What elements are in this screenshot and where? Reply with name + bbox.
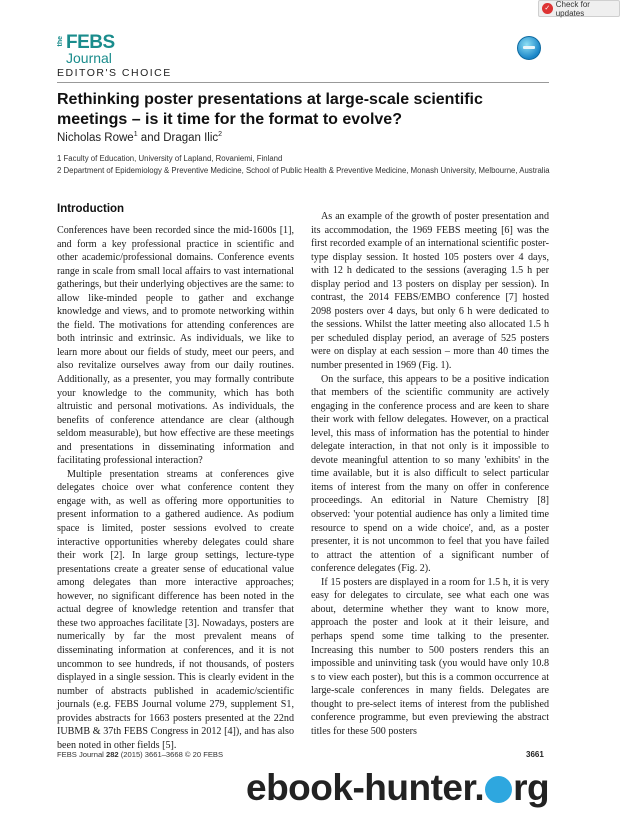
affiliation-2: 2 Department of Epidemiology & Preventive Medicine, School of Public Health & Preventive Medicine, Monash University, Melbourne, Australia	[57, 166, 550, 175]
author-joiner: and	[137, 131, 164, 144]
author-affil-sup: 2	[218, 131, 223, 138]
footer-citation	[57, 750, 223, 759]
footer-citation-prefix: FEBS Journal	[57, 750, 106, 759]
check-updates-icon: ✓	[542, 3, 553, 14]
header-divider	[57, 82, 549, 83]
paragraph: If 15 posters are displayed in a room for 1.5 h, it is very easy for delegates to circulate, see what each one was about, determine whether they want to know more, approach the poster and look at it their leisure, and perhaps spend some time talking to the presenter. Increasing this number to 500 posters renders this an impossible and uninviting task (you would have only 10.8 s to view each poster), but this is a common occurrence at large-scale conferences in many fields. Delegates are thought to pre-select items of interest from the published conference programme, but even previewing the abstract titles for these 500 posters	[311, 576, 549, 737]
affiliation-1: 1 Faculty of Education, University of Lapland, Rovaniemi, Finland	[57, 154, 283, 163]
body-column-right	[311, 210, 549, 738]
author-list	[57, 131, 222, 144]
watermark-text-2: rg	[513, 767, 550, 808]
page-number: 3661	[526, 750, 544, 759]
section-heading: Introduction	[57, 203, 125, 215]
logo-journal: Journal	[66, 50, 112, 66]
footer-publisher: FEBS	[201, 750, 224, 759]
author-affil-sup: 1	[133, 131, 138, 138]
check-for-updates-button[interactable]	[538, 0, 620, 17]
logo-febs: FEBS	[66, 32, 115, 53]
febs-emblem-icon	[517, 36, 541, 60]
logo-the: the	[57, 36, 64, 47]
article-title: Rethinking poster presentations at large-scale scientific meetings – is it time for the format to evolve?	[57, 91, 483, 128]
check-updates-label: Check for updates	[555, 0, 590, 18]
author-name[interactable]: Dragan Ilic	[163, 131, 219, 144]
author-name[interactable]: Nicholas Rowe	[57, 131, 134, 144]
febs-journal-logo	[57, 34, 119, 70]
watermark	[246, 766, 618, 810]
editors-choice-label: EDITOR'S CHOICE	[57, 67, 172, 79]
body-column-left	[57, 224, 294, 752]
footer-volume: 282	[105, 750, 119, 759]
paragraph: As an example of the growth of poster presentation and its accommodation, the 1969 FEBS meeting [6] was the first recorded example of an international scientific poster-type display session. It hosted 105 posters over 4 days, with 12 h dedicated to the sessions (averaging 1.5 h per display period and 13 posters on display per session). In contrast, the 2014 FEBS/EMBO conference [7] hosted 2098 posters over 4 days, but only 6 h were dedicated to the sessions. Whilst the latter meeting also allocated 1.5 h per scheduled display period, an average of 525 posters were on display at each session – more than 40 times the number presented in 1969 (Fig. 1).	[311, 211, 549, 372]
watermark-text-1: ebook-hunter.	[246, 767, 485, 808]
paragraph: Conferences have been recorded since the mid-1600s [1], and form a key professional practice in scientific and other academic/professional domains. Conference events range in scale from small local affairs to vast international gatherings, but their underlying objectives are the same: to allow like-minded people to gather and exchange knowledge and views, and to promote networking within the field. The motivations for attending conferences are both intrinsic and extrinsic. As individuals, we like to learn more about our fields of study, meet our peers, and also revitalize ourselves away from our daily routines. Additionally, as a presenter, you may formally contribute your knowledge to the community, which has both altruistic and personal motivations. As individuals, the benefits of conference attendance are clear (although seldom measurable), but how effective are these meetings and presentations in disseminating information and facilitating professional interaction?	[57, 225, 294, 467]
paragraph: Multiple presentation streams at conferences give delegates choice over what conference content they engage with, as well as offering more opportunities to present information to a gathered audience. As podium space is limited, poster sessions evolved to create interactive opportunities whereby delegates could share their work [2]. In large group settings, lecture-type presentations create a greater sense of educational value among delegates than more interactive approaches; however, no significant difference has been noted in the actual degree of knowledge retention and transfer that these two approaches facilitate [3]. Nowadays, posters are numerically by far the most prevalent means of disseminating information at conferences, and it is not uncommon to see hundreds, if not thousands, of posters displayed in a single session. This is clearly evident in the number of abstracts published in academic/scientific journals (e.g. FEBS Journal volume 279, supplement S1, provides abstracts for 1663 posters presented at the 22nd IUBMB & 37th FEBS Congress in 2012 [4]), and has also been noted in other fields [5].	[57, 468, 294, 751]
watermark-o-icon	[485, 776, 512, 803]
paragraph: On the surface, this appears to be a positive indication that members of the scientific community are actively engaging in the conference process and are keen to share their work with fellow delegates. However, on a practical level, this mass of information has the potential to hinder delegate interaction, in that not only is it impossible to devote meaningful attention to so many 'exhibits' in the time available, but it is also difficult to select particular items of interest from the many on offer in conference proceedings. An editorial in Nature Chemistry [8] observed: 'your potential audience has only a limited time resource to spend on a wide choice', and, as a poster presenter, it is not uncommon to feel that you have failed to attract the attention of a significant number of conference delegates (Fig. 2).	[311, 373, 549, 575]
footer-citation-suffix: (2015) 3661–3668 © 20	[118, 750, 202, 759]
